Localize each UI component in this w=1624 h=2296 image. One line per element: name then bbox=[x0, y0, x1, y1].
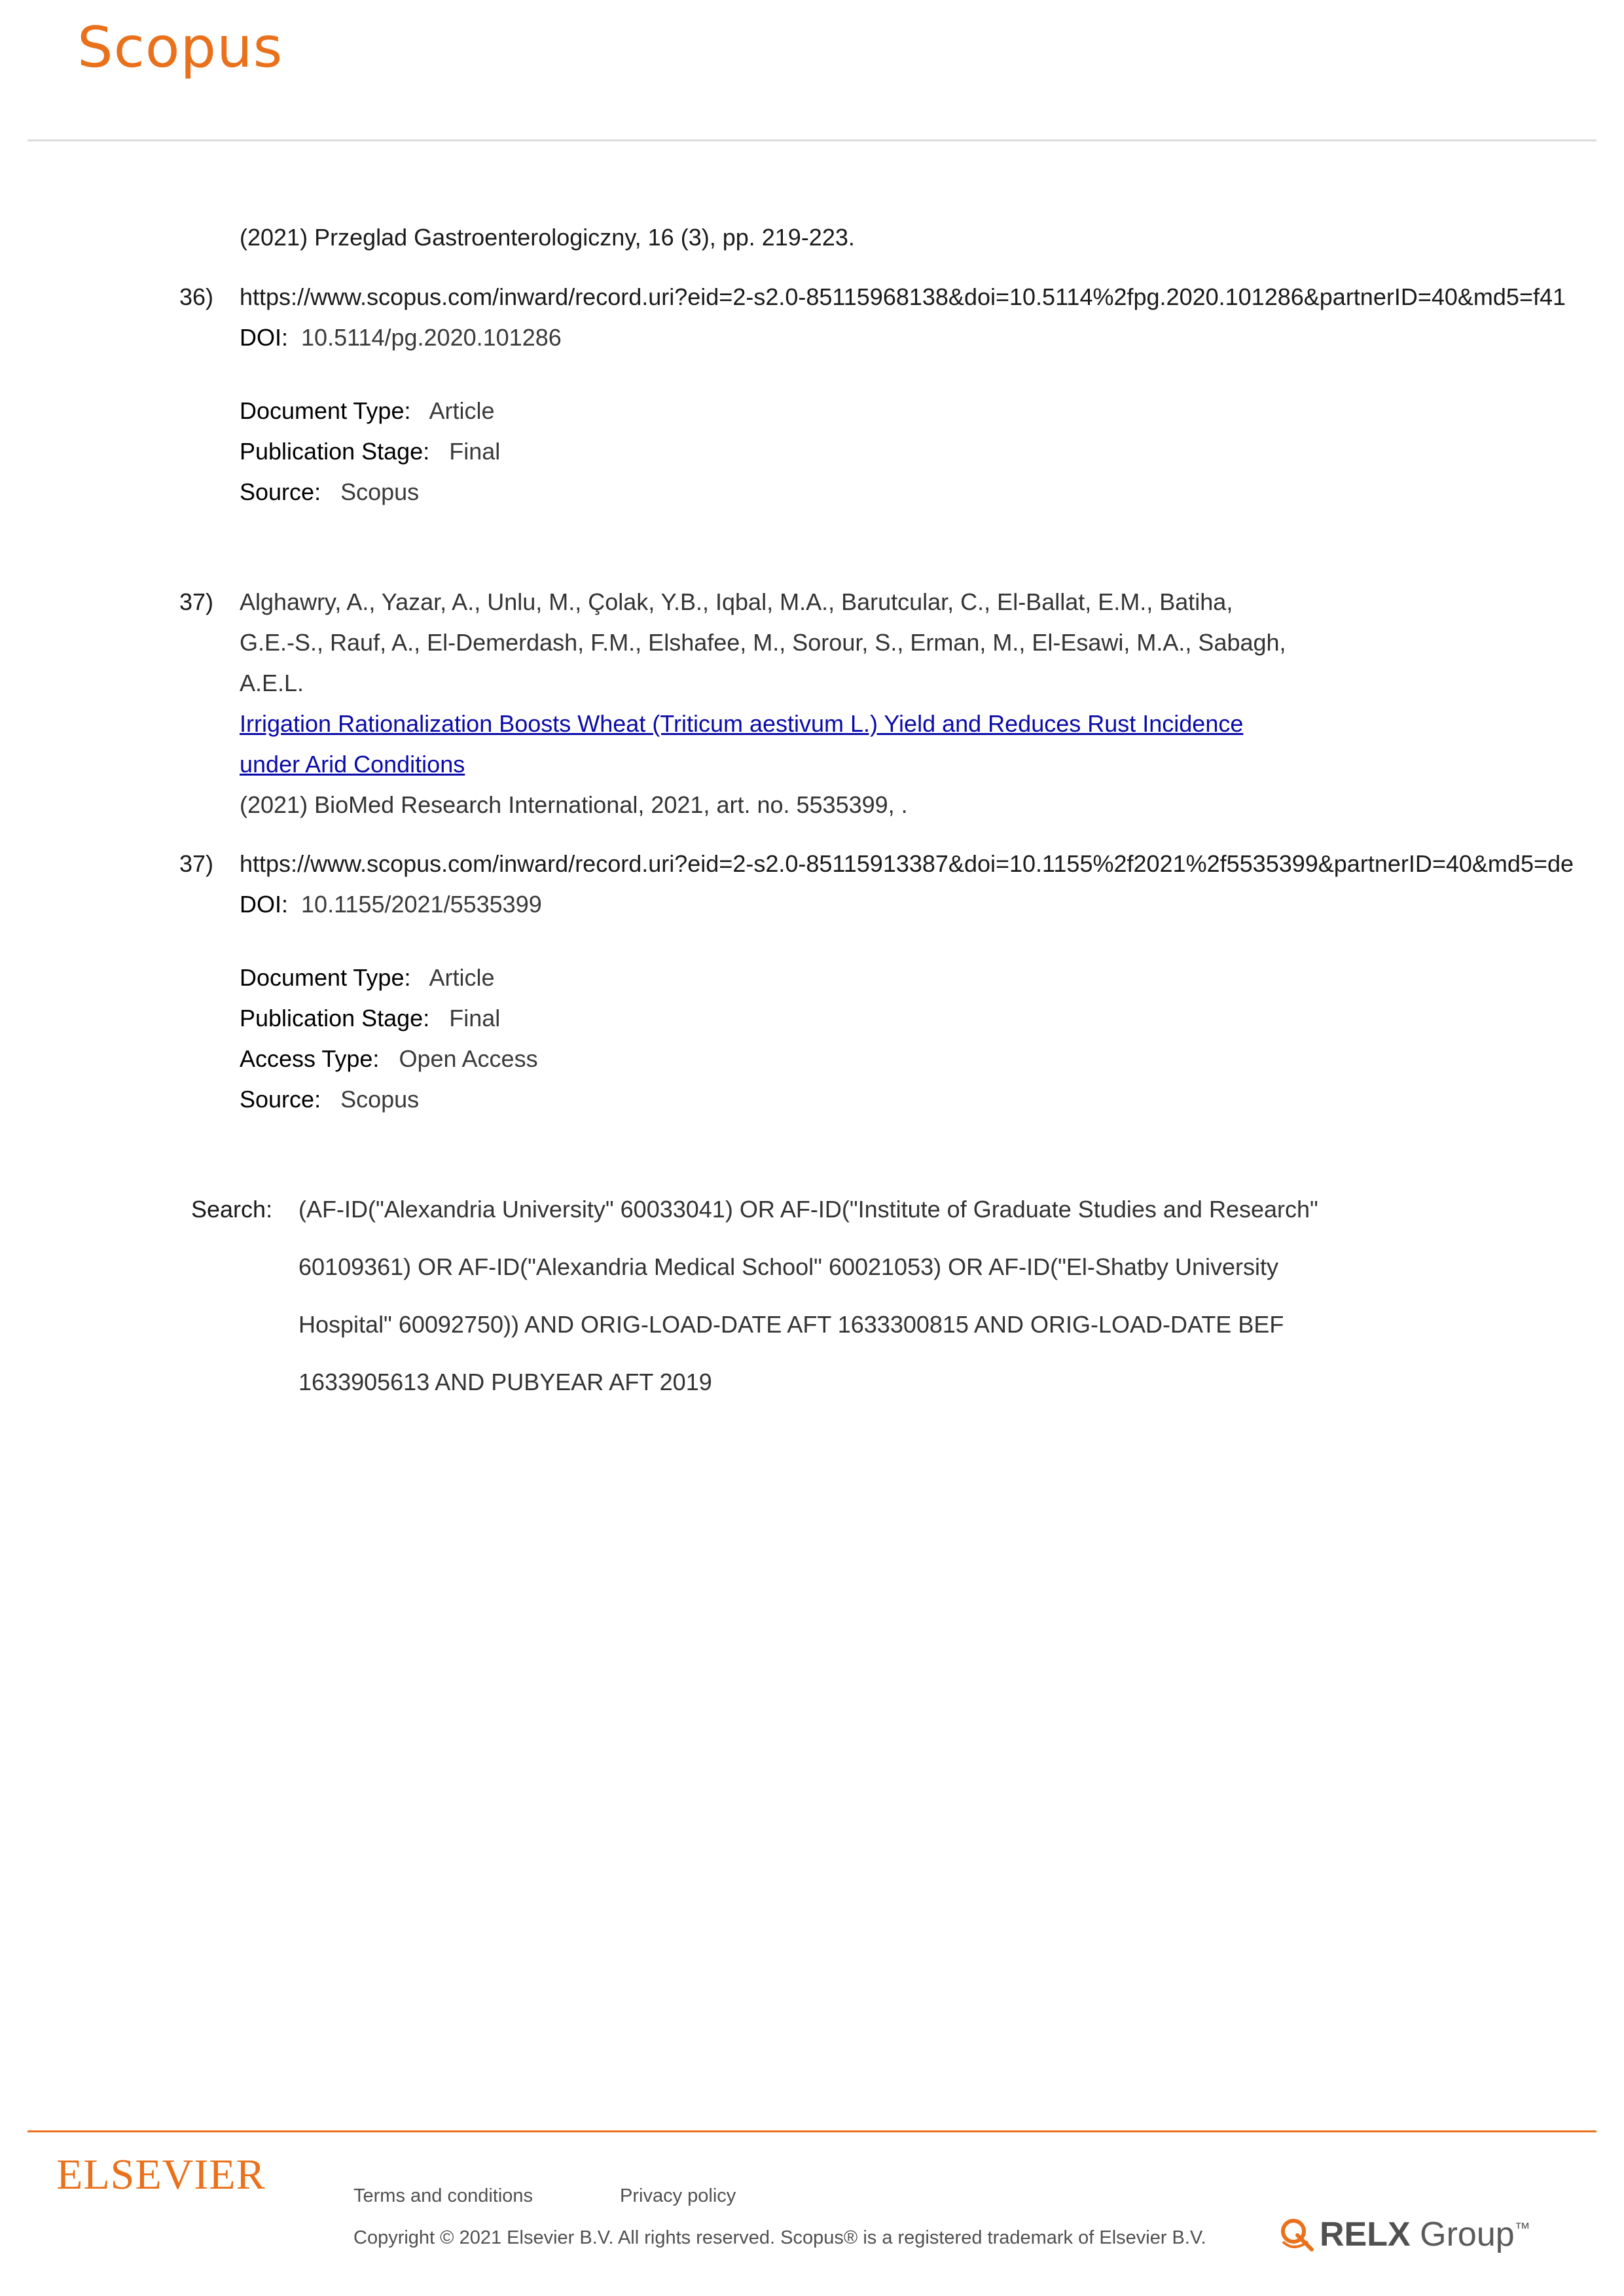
record-36-source bbox=[240, 478, 419, 507]
elsevier-logo: ELSEVIER bbox=[56, 2151, 266, 2198]
document-type-label: Document Type: bbox=[240, 964, 411, 991]
header-divider bbox=[27, 139, 1597, 141]
record-37-authors-line-1: Alghawry, A., Yazar, A., Unlu, M., Çolak, Y.B., Iqbal, M.A., Barutcular, C., El-Ballat, E.M., Batiha, bbox=[240, 588, 1233, 615]
source-value: Scopus bbox=[340, 478, 420, 505]
footer-divider bbox=[27, 2130, 1597, 2132]
access-type-value: Open Access bbox=[399, 1045, 538, 1072]
record-37-citation: (2021) BioMed Research International, 2021, art. no. 5535399, . bbox=[240, 791, 908, 818]
source-value: Scopus bbox=[340, 1086, 420, 1113]
privacy-link[interactable]: Privacy policy bbox=[620, 2185, 736, 2206]
search-query-line-2: 60109361) OR AF-ID("Alexandria Medical School" 60021053) OR AF-ID("El-Shatby University bbox=[298, 1253, 1278, 1280]
publication-stage-value: Final bbox=[449, 438, 501, 465]
search-query-line-3: Hospital" 60092750)) AND ORIG-LOAD-DATE AFT 1633300815 AND ORIG-LOAD-DATE BEF bbox=[298, 1311, 1284, 1338]
record-37-doi bbox=[240, 890, 542, 919]
record-37-publication-stage bbox=[240, 1004, 500, 1033]
document-type-value: Article bbox=[429, 397, 495, 424]
document-type-value: Article bbox=[429, 964, 495, 991]
record-36-url-number: 36) bbox=[179, 283, 214, 310]
record-37-url-number: 37) bbox=[179, 850, 214, 877]
publication-stage-value: Final bbox=[449, 1005, 501, 1031]
publication-stage-label: Publication Stage: bbox=[240, 1005, 430, 1031]
doi-label: DOI: bbox=[240, 324, 289, 351]
relx-mark-icon bbox=[1278, 2215, 1316, 2253]
publication-stage-label: Publication Stage: bbox=[240, 438, 430, 465]
record-36-document-type bbox=[240, 397, 495, 425]
record-37-authors-line-2: G.E.-S., Rauf, A., El-Demerdash, F.M., Elshafee, M., Sorour, S., Erman, M., El-Esawi, M.A., Sabagh, bbox=[240, 629, 1286, 656]
doi-value: 10.1155/2021/5535399 bbox=[301, 891, 542, 918]
scopus-logo: Scopus bbox=[77, 15, 283, 81]
source-label: Source: bbox=[240, 478, 321, 505]
access-type-label: Access Type: bbox=[240, 1045, 380, 1072]
record-37-document-type bbox=[240, 963, 495, 992]
search-query-line-4: 1633905613 AND PUBYEAR AFT 2019 bbox=[298, 1369, 712, 1395]
relx-wordmark: RELX Group™ bbox=[1320, 2215, 1530, 2253]
source-label: Source: bbox=[240, 1086, 321, 1113]
record-37-access-type bbox=[240, 1045, 538, 1073]
record-36-url[interactable]: https://www.scopus.com/inward/record.uri?eid=2-s2.0-85115968138&doi=10.5114%2fpg.2020.101286&partnerID=40&md5=f41 bbox=[240, 283, 1566, 310]
record-37-number: 37) bbox=[179, 588, 214, 615]
record-37-authors-line-3: A.E.L. bbox=[240, 670, 304, 696]
doi-label: DOI: bbox=[240, 891, 289, 918]
record-36-doi bbox=[240, 323, 562, 352]
record-37-url[interactable]: https://www.scopus.com/inward/record.uri?eid=2-s2.0-85115913387&doi=10.1155%2f2021%2f5535399&partnerID=40&md5=de bbox=[240, 850, 1574, 877]
copyright-text: Copyright © 2021 Elsevier B.V. All rights reserved. Scopus® is a registered trademark of Elsevier B.V. bbox=[353, 2227, 1206, 2248]
record-37-title-link-line-1[interactable]: Irrigation Rationalization Boosts Wheat (Triticum aestivum L.) Yield and Reduces Rust Incidence bbox=[240, 710, 1244, 737]
document-type-label: Document Type: bbox=[240, 397, 411, 424]
terms-link[interactable]: Terms and conditions bbox=[353, 2185, 533, 2206]
record-37-source bbox=[240, 1085, 419, 1114]
search-query-line-1: (AF-ID("Alexandria University" 60033041) OR AF-ID("Institute of Graduate Studies and Research" bbox=[298, 1196, 1318, 1223]
record-37-title-link-line-2[interactable]: under Arid Conditions bbox=[240, 751, 465, 778]
doi-value: 10.5114/pg.2020.101286 bbox=[301, 324, 562, 351]
search-label: Search: bbox=[191, 1196, 273, 1223]
record-36-publication-stage bbox=[240, 437, 500, 466]
relx-group-logo bbox=[1278, 2211, 1530, 2258]
record-36-citation: (2021) Przeglad Gastroenterologiczny, 16 (3), pp. 219-223. bbox=[240, 224, 855, 251]
